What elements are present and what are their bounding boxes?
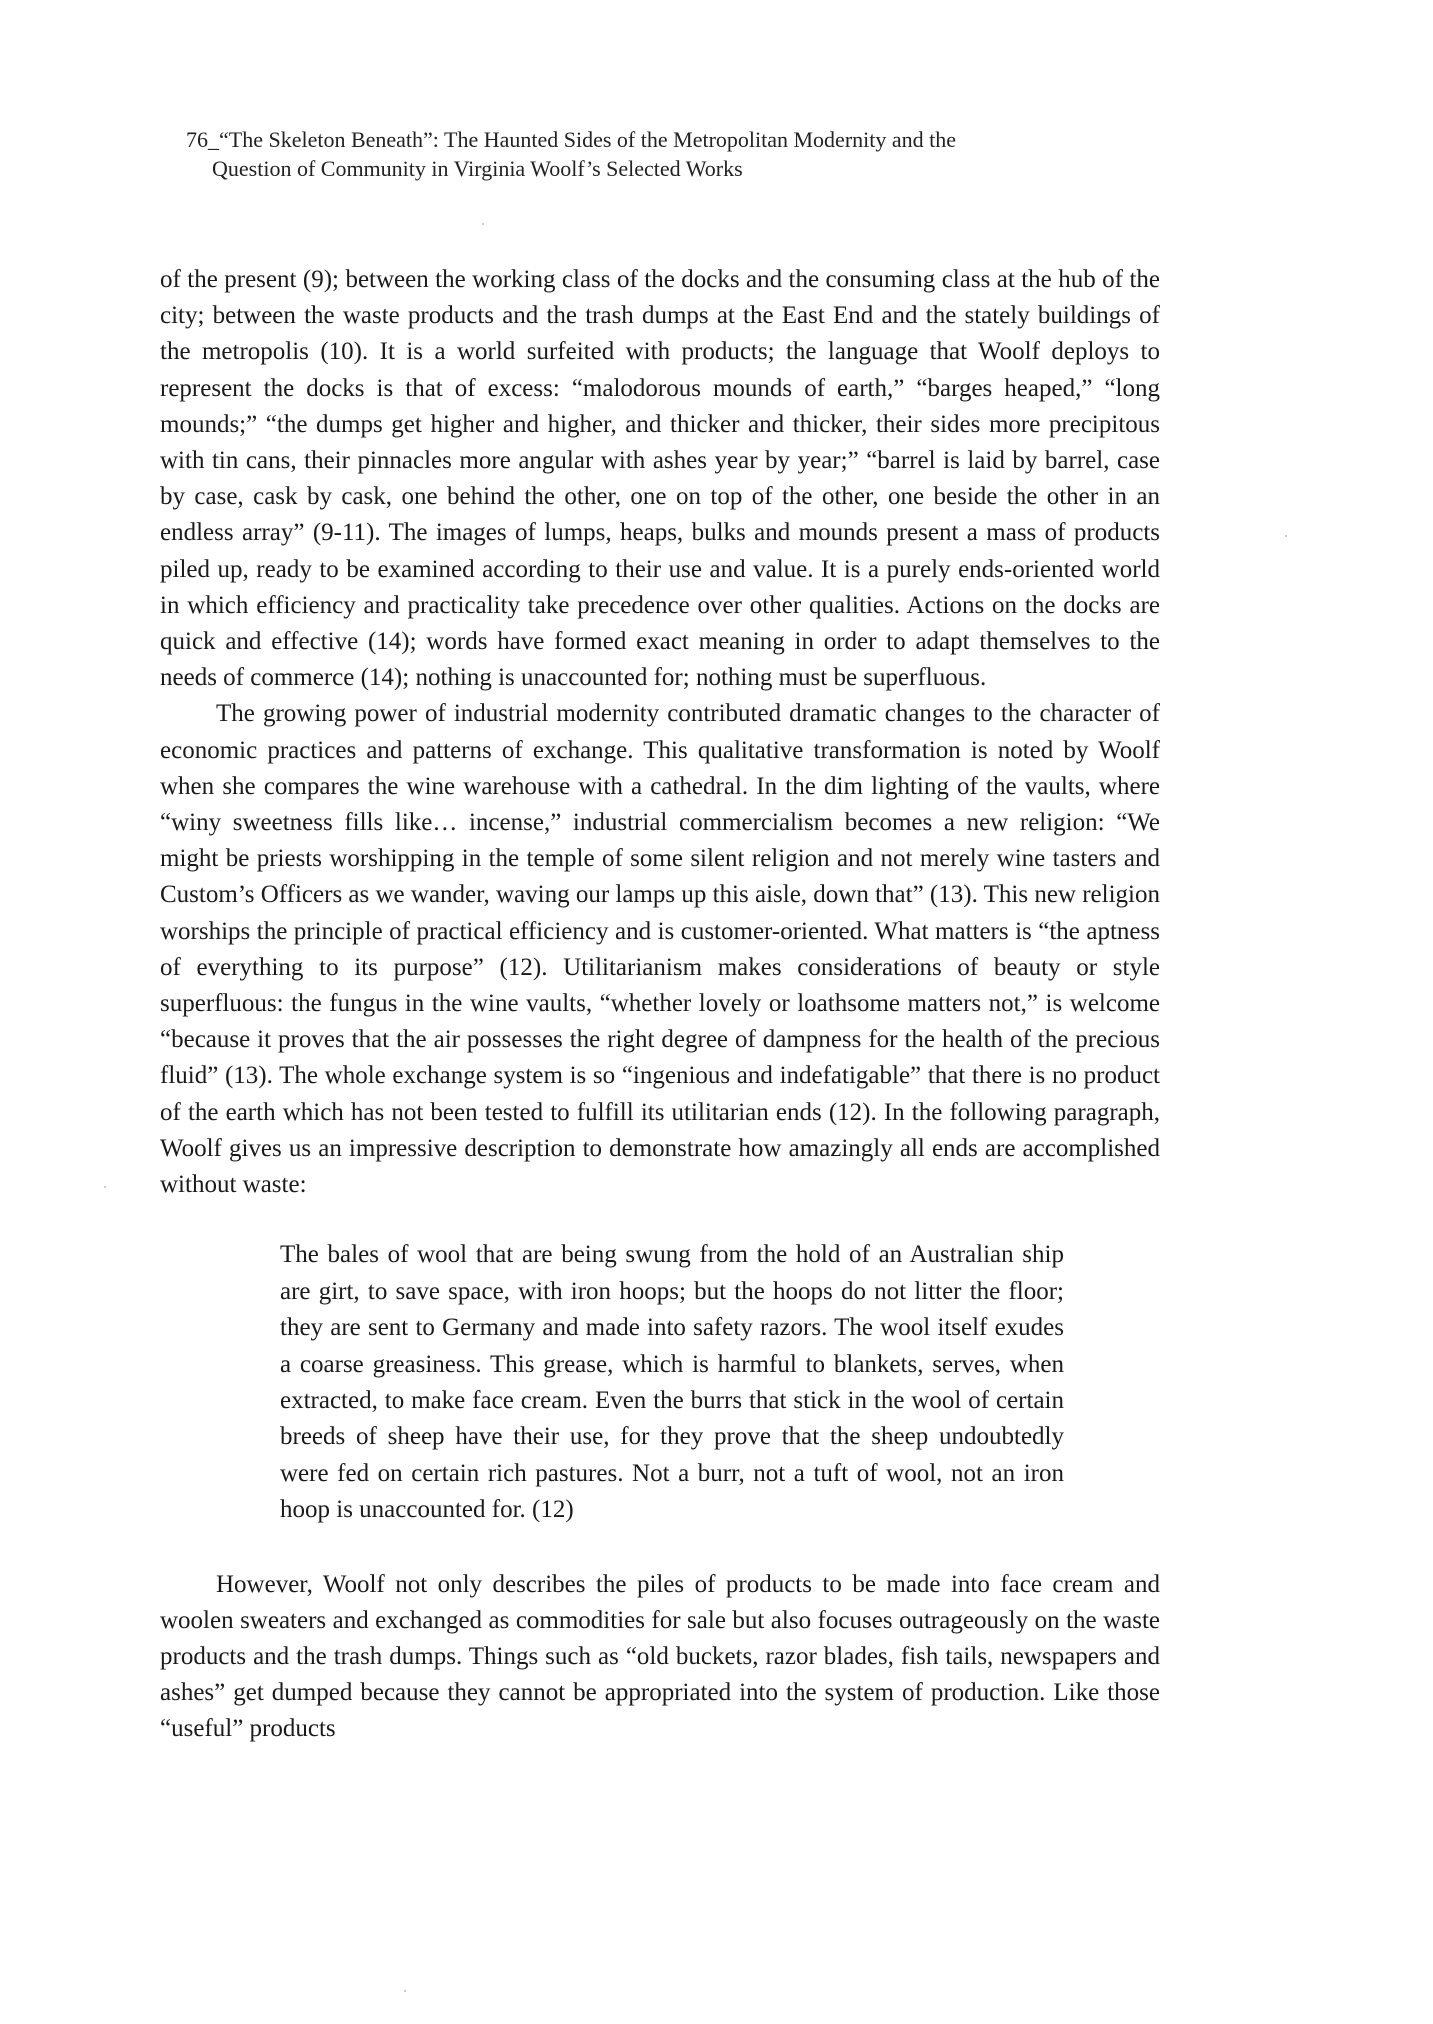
block-quote: The bales of wool that are being swung from the hold of an Australian ship are girt, to save space, with iron hoops; but the hoops do not litter the floor; they are sent to Germany and made into safety razors. The wool itself exudes a coarse greasiness. This grease, which is harmful to blankets, serves, when extracted, to make face cream. Even the burrs that stick in the wool of certain breeds of sheep have their use, for they prove that the sheep undoubtedly were fed on certain rich pastures. Not a burr, not a tuft of wool, not an iron hoop is unaccounted for. (12) [280, 1241, 1064, 1524]
running-head [186, 125, 1186, 183]
body-text [160, 262, 1160, 1748]
scan-speck [104, 1186, 106, 1188]
paragraph-continued: of the present (9); between the working class of the docks and the consuming class at the hub of the city; between the waste products and the trash dumps at the East End and the stately buildings of the metropolis (10). It is a world surfeited with products; the language that Woolf deploys to represent the docks is that of excess: “malodorous mounds of earth,” “barges heaped,” “long mounds;” “the dumps get higher and higher, and thicker and thicker, their sides more precipitous with tin cans, their pinnacles more angular with ashes year by year;” “barrel is laid by barrel, case by case, cask by cask, one behind the other, one on top of the other, one beside the other in an endless array” (9-11). The images of lumps, heaps, bulks and mounds present a mass of products piled up, ready to be examined according to their use and value. It is a purely ends-oriented world in which efficiency and practicality take precedence over other qualities. Actions on the docks are quick and effective (14); words have formed exact meaning in order to adapt themselves to the needs of commerce (14); nothing is unaccounted for; nothing must be superfluous. [160, 266, 1160, 692]
scan-speck [1285, 535, 1287, 537]
paragraph-industrial-modernity: The growing power of industrial modernity contributed dramatic changes to the character of economic practices and patterns of exchange. This qualitative transformation is noted by Woolf when she compares the wine warehouse with a cathedral. In the dim lighting of the vaults, where “winy sweetness fills like… incense,” industrial commercialism becomes a new religion: “We might be priests worshipping in the temple of some silent religion and not merely wine tasters and Custom’s Officers as we wander, waving our lamps up this aisle, down that” (13). This new religion worships the principle of practical efficiency and is customer-oriented. What matters is “the aptness of everything to its purpose” (12). Utilitarianism makes considerations of beauty or style superfluous: the fungus in the wine vaults, “whether lovely or loathsome matters not,” is welcome “because it proves that the air possesses the right degree of dampness for the health of the precious fluid” (13). The whole exchange system is so “ingenious and indefatigable” that there is no product of the earth which has not been tested to fulfill its utilitarian ends (12). In the following paragraph, Woolf gives us an impressive description to demonstrate how amazingly all ends are accomplished without waste: [160, 700, 1160, 1199]
scan-speck [404, 1990, 406, 1992]
paragraph-waste-products: However, Woolf not only describes the piles of products to be made into face cream and woolen sweaters and exchanged as commodities for sale but also focuses outrageously on the waste products and the trash dumps. Things such as “old buckets, razor blades, fish tails, newspapers and ashes” get dumped because they cannot be appropriated into the system of production. Like those “useful” products [160, 1570, 1160, 1743]
running-head-line-1: 76_“The Skeleton Beneath”: The Haunted Sides of the Metropolitan Modernity and the [186, 127, 957, 152]
scan-speck [482, 223, 484, 225]
running-head-line-2: Question of Community in Virginia Woolf’s Selected Works [212, 156, 743, 181]
